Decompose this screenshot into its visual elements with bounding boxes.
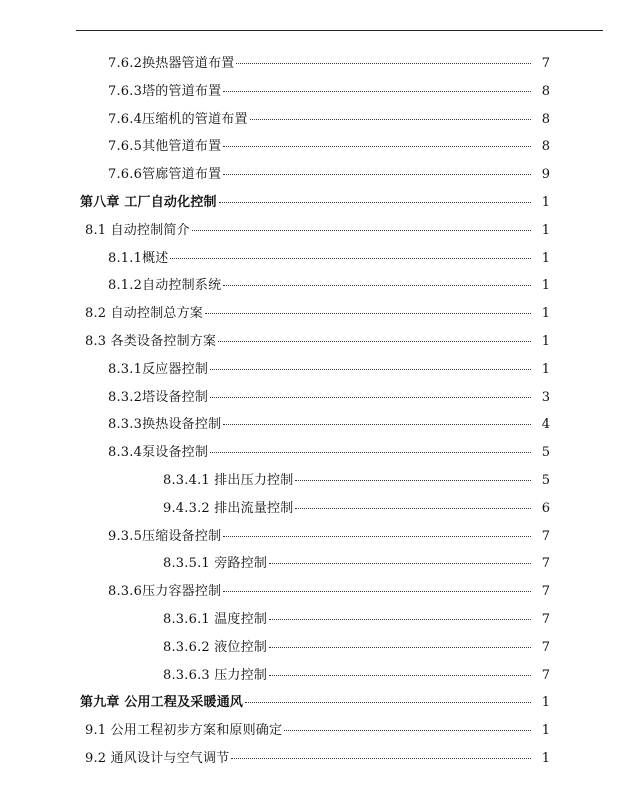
toc-row[interactable] [0,78,618,106]
toc-entry-title: 8.3.1反应器控制 [108,361,209,377]
toc-entry [163,662,533,690]
toc-page-number: 5 [541,473,550,488]
toc-entry-title: 8.3.4.1 排出压力控制 [163,473,294,488]
toc-entry-title: 8.2 自动控制总方案 [85,306,204,322]
toc-entry [108,50,533,78]
toc-leader-dots [223,91,531,92]
toc-row[interactable] [0,662,618,690]
toc-entry [108,356,533,384]
toc-entry-title: 8.1 自动控制简介 [85,222,190,238]
toc-page-number: 8 [541,83,550,99]
toc-entry-title: 8.3.6.1 温度控制 [163,612,268,627]
toc-entry-title: 第九章 公用工程及采暖通风 [80,695,244,711]
toc-entry-title: 9.3.5压缩设备控制 [108,528,222,544]
toc-entry [108,439,533,467]
toc-row[interactable] [0,606,618,634]
toc-leader-dots [223,424,531,425]
toc-entry [108,578,533,606]
toc-leader-dots [210,397,531,398]
toc-leader-dots [269,563,531,564]
toc-entry-title: 8.3.4泵设备控制 [108,445,209,461]
toc-entry-title: 7.6.4压缩机的管道布置 [108,111,248,127]
toc-entry [163,606,533,634]
toc-entry [163,495,533,523]
toc-entry-title: 8.3 各类设备控制方案 [85,334,217,349]
toc-row[interactable] [0,745,618,773]
toc-row[interactable] [0,245,618,273]
toc-row[interactable] [0,411,618,439]
toc-page-number: 4 [541,417,550,433]
toc-row[interactable] [0,356,618,384]
toc-leader-dots [210,369,531,370]
toc-entry [108,133,533,161]
toc-entry [108,523,533,551]
toc-row[interactable] [0,439,618,467]
toc-page-number: 3 [541,389,550,405]
toc-entry [85,300,533,328]
toc-entry [80,689,533,717]
toc-entry [163,634,533,662]
toc-entry-title: 第八章 工厂自动化控制 [80,195,217,210]
toc-entry-title: 9.1 公用工程初步方案和原则确定 [85,723,283,739]
toc-page-number: 7 [541,528,550,544]
toc-page-number: 6 [541,500,550,516]
toc-leader-dots [284,730,531,731]
toc-row[interactable] [0,189,618,217]
toc-row[interactable] [0,50,618,78]
toc-row[interactable] [0,550,618,578]
toc-leader-dots [269,675,531,676]
toc-leader-dots [192,230,531,231]
toc-page-number: 1 [541,695,550,711]
toc-row[interactable] [0,300,618,328]
toc-entry [85,717,533,745]
toc-leader-dots [245,702,531,703]
toc-entry [85,217,533,245]
toc-page-number: 7 [541,584,550,600]
toc-entry [163,550,533,578]
toc-entry-title: 8.3.6.3 压力控制 [163,667,268,683]
toc-entry-title: 8.3.3换热设备控制 [108,417,222,433]
toc-row[interactable] [0,578,618,606]
toc-page-number: 1 [541,751,550,766]
toc-entry [80,189,533,217]
toc-page-number: 9 [541,167,550,183]
toc-row[interactable] [0,328,618,356]
toc-leader-dots [218,341,531,342]
toc-page-number: 7 [541,612,550,627]
toc-entry [108,411,533,439]
toc-row[interactable] [0,717,618,745]
toc-page-number: 1 [541,723,550,739]
toc-row[interactable] [0,217,618,245]
toc-entry [108,245,533,273]
toc-leader-dots [170,258,531,259]
toc-page-number: 7 [541,639,550,655]
toc-entry [163,467,533,495]
toc-entry-title: 8.3.6压力容器控制 [108,584,222,600]
toc-page-number: 1 [541,306,550,322]
toc-entry-title: 9.4.3.2 排出流量控制 [163,500,294,516]
toc-leader-dots [223,536,531,537]
toc-row[interactable] [0,161,618,189]
toc-leader-dots [295,508,531,509]
toc-leader-dots [236,63,531,64]
toc-leader-dots [269,647,531,648]
toc-entry-title: 8.3.6.2 液位控制 [163,639,268,655]
toc-page-number: 5 [541,445,550,461]
toc-entry [108,106,533,134]
toc-page-number: 1 [541,222,550,238]
toc-row[interactable] [0,523,618,551]
toc-entry-title: 8.3.2塔设备控制 [108,389,209,405]
toc-row[interactable] [0,689,618,717]
toc-page-number: 7 [541,56,550,71]
toc-leader-dots [223,591,531,592]
toc-row[interactable] [0,495,618,523]
toc-entry-title: 9.2 通风设计与空气调节 [85,751,230,766]
toc-page-number: 8 [541,139,550,155]
toc-page-number: 1 [541,250,550,266]
toc-leader-dots [250,119,531,120]
toc-leader-dots [223,146,531,147]
toc-page-number: 1 [541,334,550,349]
toc-entry [85,745,533,773]
toc-entry-title: 7.6.5其他管道布置 [108,139,222,155]
toc-page-number: 1 [541,361,550,377]
toc-entry-title: 8.3.5.1 旁路控制 [163,556,268,572]
toc-row[interactable] [0,133,618,161]
toc-entry-title: 7.6.3塔的管道布置 [108,83,222,99]
toc-row[interactable] [0,634,618,662]
header-rule [76,30,603,31]
toc-page-number: 8 [541,111,550,127]
toc-leader-dots [223,285,531,286]
toc-row[interactable] [0,272,618,300]
toc-entry-title: 7.6.6管廊管道布置 [108,167,222,183]
toc-leader-dots [205,313,531,314]
toc-leader-dots [295,480,531,481]
toc-leader-dots [219,202,531,203]
toc-leader-dots [231,758,531,759]
toc-row[interactable] [0,467,618,495]
toc-page-number: 7 [541,667,550,683]
toc-leader-dots [210,452,531,453]
toc-page-number: 7 [541,556,550,572]
toc-entry [108,78,533,106]
toc-entry [108,161,533,189]
toc-leader-dots [223,174,531,175]
toc-leader-dots [269,619,531,620]
toc-entry [85,328,533,356]
toc-page-number: 1 [541,278,550,294]
toc-row[interactable] [0,384,618,412]
toc-entry-title: 8.1.1概述 [108,250,169,266]
toc-entry-title: 8.1.2自动控制系统 [108,278,222,294]
toc-page-number: 1 [541,195,550,210]
toc-row[interactable] [0,106,618,134]
toc-entry [108,272,533,300]
toc-entry-title: 7.6.2换热器管道布置 [108,56,235,71]
toc-entry [108,384,533,412]
